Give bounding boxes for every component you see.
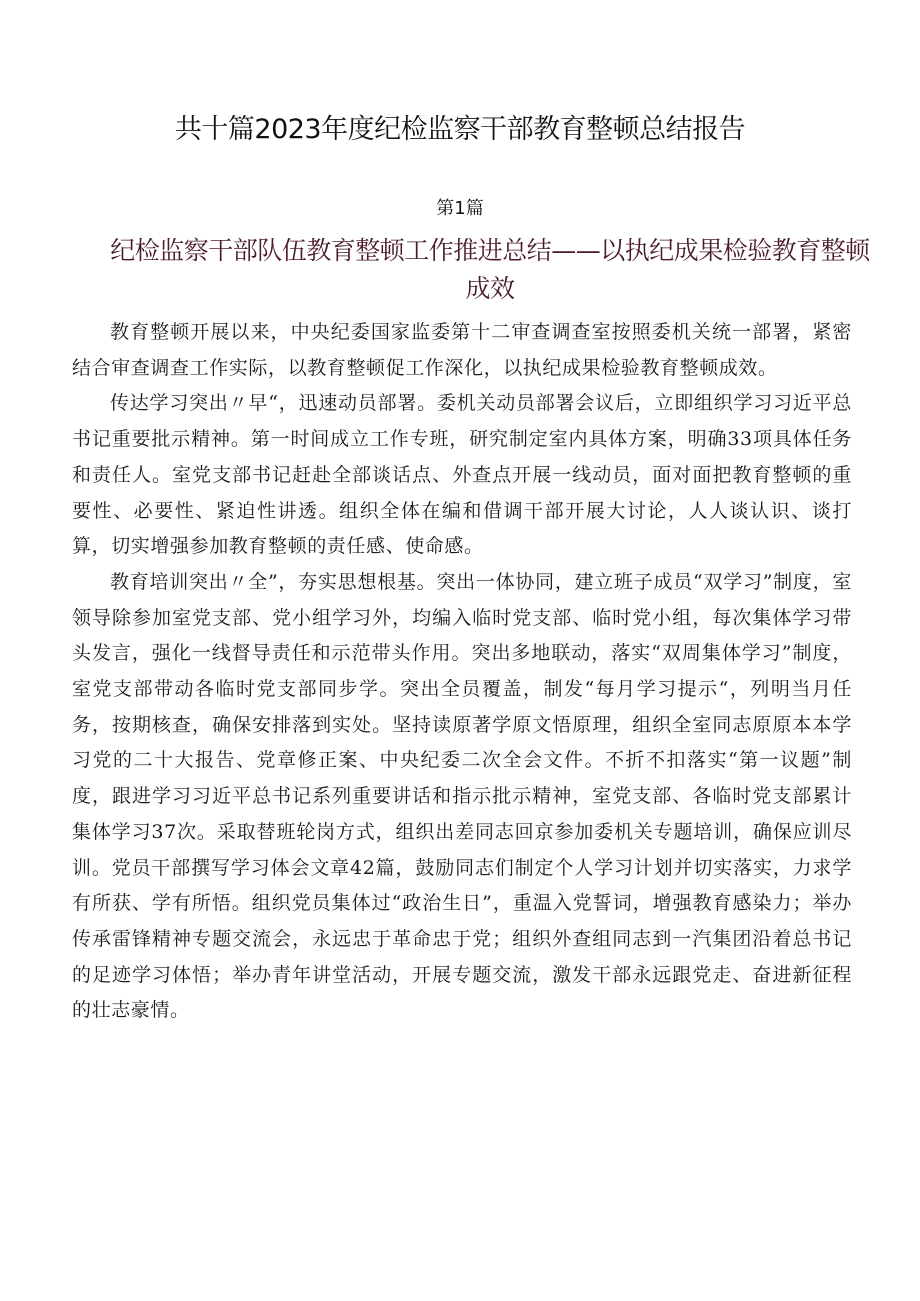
article-title: 纪检监察干部队伍教育整顿工作推进总结——以执纪成果检验教育整顿成效 — [110, 236, 870, 303]
paragraph: 教育整顿开展以来，中央纪委国家监委第十二审查调查室按照委机关统一部署，紧密结合审查调查工作实际，以教育整顿促工作深化，以执纪成果检验教育整顿成效。 — [72, 321, 852, 379]
part-label: 第1篇 — [436, 198, 484, 219]
article-body — [72, 315, 852, 1029]
document-title: 共十篇2023年度纪检监察干部教育整顿总结报告 — [174, 114, 746, 145]
paragraph: 教育培训突出〃全”，夯实思想根基。突出一体协同，建立班子成员“双学习”制度，室领导除参加室党支部、党小组学习外，均编入临时党支部、临时党小组，每次集体学习带头发言，强化一线督导责任和示范带头作用。突出多地联动，落实“双周集体学习”制度，室党支部带动各临时党支部同步学。突出全员覆盖，制发“每月学习提示“，列明当月任务，按期核查，确保安排落到实处。坚持读原著学原文悟原理，组织全室同志原原本本学习党的二十大报告、党章修正案、中央纪委二次全会文件。不折不扣落实“第一议题”制度，跟进学习习近平总书记系列重要讲话和指示批示精神，室党支部、各临时党支部累计集体学习37次。采取替班轮岗方式，组织出差同志回京参加委机关专题培训，确保应训尽训。党员干部撰写学习体会文章42篇，鼓励同志们制定个人学习计划并切实落实，力求学有所获、学有所悟。组织党员集体过“政治生日”，重温入党誓词，增强教育感染力；举办传承雷锋精神专题交流会，永远忠于革命忠于党；组织外查组同志到一汽集团沿着总书记的足迹学习体悟；举办青年讲堂活动，开展专题交流，激发干部永远跟党走、奋进新征程的壮志豪情。 — [72, 570, 852, 1022]
paragraph: 传达学习突出〃早“，迅速动员部署。委机关动员部署会议后，立即组织学习习近平总书记重要批示精神。第一时间成立工作专班，研究制定室内具体方案，明确33项具体任务和责任人。室党支部书记赶赴全部谈话点、外查点开展一线动员，面对面把教育整顿的重要性、必要性、紧迫性讲透。组织全体在编和借调干部开展大讨论，人人谈认识、谈打算，切实增强参加教育整顿的责任感、使命感。 — [72, 392, 852, 558]
